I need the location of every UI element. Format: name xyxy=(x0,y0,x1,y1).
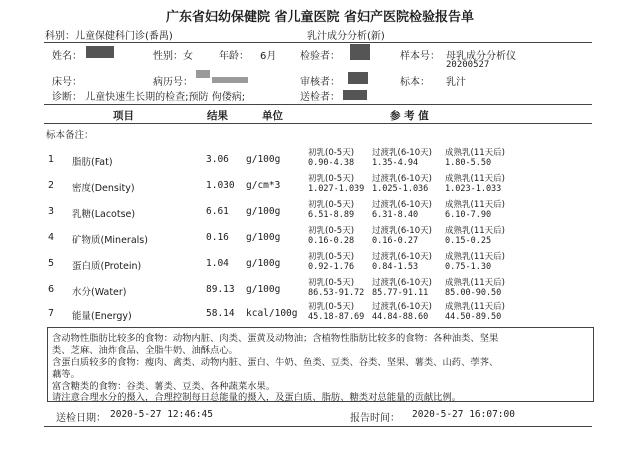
remark-label: 标本备注： xyxy=(46,130,94,141)
ref1-label: 初乳(0-5天) xyxy=(308,174,355,184)
row-no: 3 xyxy=(48,206,55,217)
table-top-rule xyxy=(44,104,592,105)
ref3-range: 1.80-5.50 xyxy=(445,158,492,168)
ref2-label: 过渡乳(6-10天) xyxy=(372,226,432,236)
report-time-label: 报告时间： xyxy=(350,413,400,424)
row-item: 乳糖(Lacotse) xyxy=(72,209,136,220)
row-no: 4 xyxy=(48,232,55,243)
ref1-label: 初乳(0-5天) xyxy=(308,148,355,158)
col-header-result: 结果 xyxy=(207,110,228,122)
ref3-label: 成熟乳(11天后) xyxy=(445,226,505,236)
ref1-label: 初乳(0-5天) xyxy=(308,226,355,236)
col-header-item: 项目 xyxy=(113,110,134,122)
ref1-label: 初乳(0-5天) xyxy=(308,252,355,262)
sample-no: 20200527 xyxy=(446,60,490,70)
ref1-label: 初乳(0-5天) xyxy=(308,200,355,210)
table-row xyxy=(0,300,640,326)
ref2-range: 1.025-1.036 xyxy=(372,184,429,194)
redaction-sender xyxy=(343,90,367,100)
ref1-range: 6.51-8.89 xyxy=(308,210,355,220)
ref1-label: 初乳(0-5天) xyxy=(308,278,355,288)
bed-label: 床号： xyxy=(52,77,82,88)
row-no: 1 xyxy=(48,154,55,165)
table-row xyxy=(0,224,640,250)
send-time: 2020-5-27 12:46:45 xyxy=(110,409,213,420)
table-row xyxy=(0,250,640,276)
row-no: 5 xyxy=(48,258,55,269)
report-title: 广东省妇幼保健院 省儿童医院 省妇产医院检验报告单 xyxy=(165,10,475,25)
ref1-label: 初乳(0-5天) xyxy=(308,302,355,312)
ref3-range: 0.15-0.25 xyxy=(445,236,492,246)
row-item: 蛋白质(Protein) xyxy=(72,261,142,272)
row-result: 1.04 xyxy=(206,258,229,269)
row-item: 矿物质(Minerals) xyxy=(72,235,148,246)
col-header-unit: 单位 xyxy=(262,110,283,122)
department: 科别：儿童保健科门诊(番禺) xyxy=(45,31,173,42)
row-item: 水分(Water) xyxy=(72,287,127,298)
report-time: 2020-5-27 16:07:00 xyxy=(412,409,515,420)
row-unit: g/100g xyxy=(246,206,281,217)
col-header-reference: 参 考 值 xyxy=(390,110,429,122)
row-no: 7 xyxy=(48,308,55,319)
ref1-range: 86.53-91.72 xyxy=(308,288,365,298)
ref1-range: 0.92-1.76 xyxy=(308,262,355,272)
redaction-tester xyxy=(350,44,370,60)
ref3-range: 0.75-1.30 xyxy=(445,262,492,272)
gender: 性别：女 xyxy=(153,51,193,62)
ref1-range: 45.18-87.69 xyxy=(308,312,365,322)
advice-line: 含动物性脂肪比较多的食物：动物内脏、肉类、蛋黄及动物油；含植物性脂肪比较多的食物：各种油类、坚果 xyxy=(52,333,499,344)
ref3-label: 成熟乳(11天后) xyxy=(445,148,505,158)
table-header-rule xyxy=(44,123,592,124)
ref2-range: 0.16-0.27 xyxy=(372,236,419,246)
ref2-range: 6.31-8.40 xyxy=(372,210,419,220)
reviewer-label: 审核者： xyxy=(300,77,340,88)
redaction-record-b xyxy=(212,77,248,83)
row-unit: g/100g xyxy=(246,284,281,295)
advice-line: 类、芝麻、油炸食品、全脂牛奶、油酥点心。 xyxy=(52,345,238,356)
row-result: 6.61 xyxy=(206,206,229,217)
row-result: 89.13 xyxy=(206,284,235,295)
ref2-label: 过渡乳(6-10天) xyxy=(372,252,432,262)
row-result: 58.14 xyxy=(206,308,235,319)
redaction-record-a xyxy=(196,70,210,78)
table-row xyxy=(0,198,640,224)
ref3-label: 成熟乳(11天后) xyxy=(445,278,505,288)
table-row xyxy=(0,146,640,172)
ref1-range: 0.90-4.38 xyxy=(308,158,355,168)
advice-line: 请注意合理水分的摄入，合理控制每日总能量的摄入，及蛋白质、脂肪、糖类对总能量的贡献比例。 xyxy=(52,392,462,403)
ref2-label: 过渡乳(6-10天) xyxy=(372,200,432,210)
row-item: 密度(Density) xyxy=(72,183,135,194)
footer-rule xyxy=(44,426,592,427)
row-result: 0.16 xyxy=(206,232,229,243)
specimen-label: 标本： xyxy=(400,77,430,88)
send-time-label: 送检日期： xyxy=(56,413,106,424)
row-unit: g/100g xyxy=(246,154,281,165)
specimen-value: 乳汁 xyxy=(446,77,466,88)
row-unit: kcal/100g xyxy=(246,308,298,319)
age-label: 年龄： xyxy=(219,51,249,62)
instrument: 母乳成分分析仪 xyxy=(446,51,516,62)
name-label: 姓名： xyxy=(52,51,82,62)
sender-label: 送检者： xyxy=(300,92,340,103)
row-result: 3.06 xyxy=(206,154,229,165)
ref3-range: 85.00-90.50 xyxy=(445,288,502,298)
ref2-label: 过渡乳(6-10天) xyxy=(372,302,432,312)
ref2-range: 85.77-91.11 xyxy=(372,288,429,298)
row-unit: g/cm*3 xyxy=(246,180,281,191)
age-value: 6月 xyxy=(260,51,277,62)
ref3-label: 成熟乳(11天后) xyxy=(445,200,505,210)
table-row xyxy=(0,276,640,302)
ref1-range: 1.027-1.039 xyxy=(308,184,365,194)
ref3-label: 成熟乳(11天后) xyxy=(445,252,505,262)
redaction-name xyxy=(86,46,114,58)
sample-no-label: 样本号： xyxy=(400,51,440,62)
row-result: 1.030 xyxy=(206,180,235,191)
advice-line: 含蛋白质较多的食物：瘦肉、禽类、动物内脏、蛋白、牛奶、鱼类、豆类、谷类、坚果、薯类、山药、荸荠、 xyxy=(52,357,499,368)
ref2-label: 过渡乳(6-10天) xyxy=(372,278,432,288)
header-rule xyxy=(44,42,592,43)
table-row xyxy=(0,172,640,198)
ref2-range: 44.84-88.60 xyxy=(372,312,429,322)
ref3-range: 44.50-89.50 xyxy=(445,312,502,322)
ref2-label: 过渡乳(6-10天) xyxy=(372,174,432,184)
advice-line: 富含糖类的食物：谷类、薯类、豆类、各种蔬菜水果。 xyxy=(52,381,276,392)
ref2-label: 过渡乳(6-10天) xyxy=(372,148,432,158)
row-no: 2 xyxy=(48,180,55,191)
row-item: 能量(Energy) xyxy=(72,311,132,322)
ref1-range: 0.16-0.28 xyxy=(308,236,355,246)
diagnosis: 诊断： 儿童快速生长期的检查;预防 佝偻病; xyxy=(52,92,246,103)
ref3-label: 成熟乳(11天后) xyxy=(445,174,505,184)
advice-line: 藕等。 xyxy=(52,369,80,380)
specimen-info: 乳汁成分分析(新) xyxy=(307,31,385,42)
tester-label: 检验者： xyxy=(300,51,340,62)
record-label: 病历号： xyxy=(153,77,193,88)
ref3-range: 1.023-1.033 xyxy=(445,184,502,194)
ref3-range: 6.10-7.90 xyxy=(445,210,492,220)
ref2-range: 0.84-1.53 xyxy=(372,262,419,272)
row-unit: g/100g xyxy=(246,232,281,243)
row-no: 6 xyxy=(48,284,55,295)
redaction-reviewer xyxy=(348,72,368,84)
row-unit: g/100g xyxy=(246,258,281,269)
ref2-range: 1.35-4.94 xyxy=(372,158,419,168)
ref3-label: 成熟乳(11天后) xyxy=(445,302,505,312)
row-item: 脂肪(Fat) xyxy=(72,157,113,168)
